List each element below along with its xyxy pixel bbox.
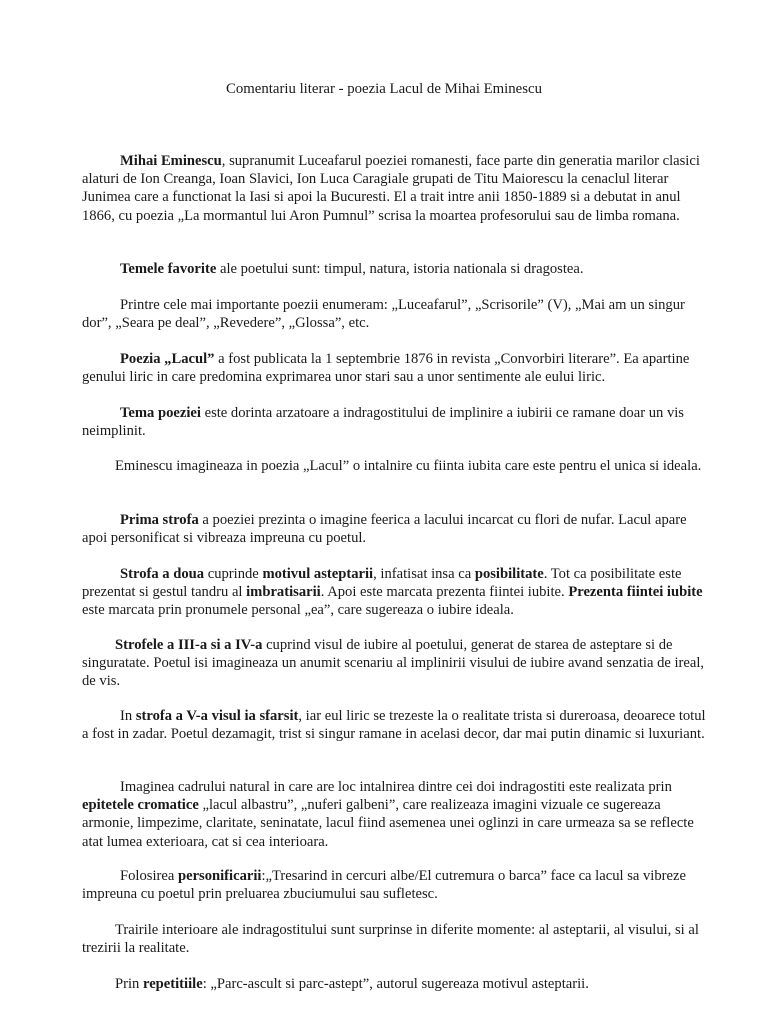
body-text: Imaginea cadrului natural in care are loc intalnirea dintre cei doi indragostiti este realizata prin bbox=[120, 779, 672, 795]
bold-text: posibilitate bbox=[474, 566, 544, 582]
paragraph-repetitii bbox=[82, 975, 710, 993]
paragraph-tema bbox=[82, 404, 710, 440]
paragraph-teme bbox=[82, 260, 710, 278]
body-text: cuprinde bbox=[204, 566, 263, 582]
body-text: a poeziei prezinta o imagine feerica a lacului incarcat cu flori de nufar. Lacul apare apoi personificat si vibreaza impreuna cu poetul. bbox=[82, 512, 687, 547]
body-text: In bbox=[120, 708, 136, 724]
body-text: Printre cele mai importante poezii enumeram: „Luceafarul”, „Scrisorile” (V), „Mai am un singur dor”, „Seara pe deal”, „Revedere”, „Glossa”, etc. bbox=[82, 297, 685, 332]
bold-text: epitetele cromatice bbox=[82, 797, 199, 814]
bold-text: repetitiile bbox=[142, 976, 203, 992]
body-text: , infatisat insa ca bbox=[373, 566, 475, 582]
bold-text: Prima strofa bbox=[120, 512, 199, 528]
body-text: , iar eul liric se trezeste la o realitate trista si dureroasa, deoarece totul a fost in zadar. Poetul dezamagit, trist si singur ramane in acelasi decor, dar mai putin dinamic si luxuriant. bbox=[82, 708, 706, 743]
body-text: ale poetului sunt: timpul, natura, istoria nationala si dragostea. bbox=[216, 261, 584, 277]
body-text: Eminescu imagineaza in poezia „Lacul” o intalnire cu fiinta iubita care este pentru el unica si ideala. bbox=[115, 458, 702, 474]
paragraph-poezia-lacul bbox=[82, 350, 710, 386]
bold-text: strofa a V-a visul ia sfarsit bbox=[135, 708, 299, 724]
bold-text: Prezenta fiintei iubite bbox=[568, 584, 703, 601]
paragraph-strofa-doua bbox=[82, 565, 710, 620]
bold-text: motivul asteptarii bbox=[262, 566, 374, 582]
bold-text: imbratisarii bbox=[246, 584, 321, 601]
body-text: : „Parc-ascult si parc-astept”, autorul sugereaza motivul asteptarii. bbox=[202, 976, 589, 992]
paragraph-strofa-5 bbox=[82, 707, 710, 743]
body-text: Trairile interioare ale indragostitului sunt surprinse in diferite momente: al asteptarii, al visului, si al trezirii la realitate. bbox=[82, 922, 699, 957]
paragraph-epitete bbox=[82, 778, 710, 851]
bold-text: Tema poeziei bbox=[120, 405, 201, 421]
paragraph-prima-strofa bbox=[82, 511, 710, 547]
paragraph-intalnire bbox=[82, 457, 710, 475]
paragraph-poezii bbox=[82, 296, 710, 332]
body-text: . Tot ca posibilitate este prezentat si gestul tandru al bbox=[82, 566, 682, 601]
body-text: „lacul albastru”, „nuferi galbeni”, care realizeaza imagini vizuale ce sugereaza armonie, limpezime, claritate, seninatate, lacul fiind asemenea unei oglinzi in care urmeaza sa se reflecte atat lumea exterioara, cat si cea interioara. bbox=[82, 797, 694, 850]
bold-text: Poezia „Lacul” bbox=[120, 351, 215, 367]
paragraph-intro bbox=[82, 152, 710, 225]
body-text: :„Tresarind in cercuri albe/El cutremura o barca” face ca lacul sa vibreze impreuna cu poetul prin preluarea zbuciumului sau sufletesc. bbox=[82, 868, 686, 903]
body-text: Prin bbox=[115, 976, 143, 992]
body-text: cuprind visul de iubire al poetului, generat de starea de asteptare si de singuratate. Poetul isi imagineaza un anumit scenariu al implinirii visului de iubire avand senzatia de ireal, de vis. bbox=[82, 637, 705, 690]
body-text: este dorinta arzatoare a indragostitului de implinire a iubirii ce ramane doar un vis neimplinit. bbox=[82, 405, 684, 440]
body-text: , supranumit Luceafarul poeziei romanesti, face parte din generatia marilor clasici alaturi de Ion Creanga, Ioan Slavici, Ion Luca Caragiale grupati de Titu Maiorescu la cenaclul literar Junimea care a functionat la Iasi si apoi la Bucuresti. El a trait intre anii 1850-1889 si a debutat in anul 1866, cu poezia „La mormantul lui Aron Pumnul” scrisa la moartea profesorului sau de limba romana. bbox=[82, 153, 700, 224]
paragraph-trairi bbox=[82, 921, 710, 957]
body-text: a fost publicata la 1 septembrie 1876 in revista „Convorbiri literare”. Ea apartine genului liric in care predomina exprimarea unor stari sau a unor sentimente ale eului liric. bbox=[82, 351, 690, 386]
bold-text: Strofa a doua bbox=[120, 566, 205, 582]
bold-text: Mihai Eminescu bbox=[120, 153, 222, 169]
bold-text: Strofele a III-a si a IV-a bbox=[115, 637, 263, 653]
body-text: este marcata prin pronumele personal „ea”, care sugereaza o iubire ideala. bbox=[82, 602, 514, 619]
body-text: . Apoi este marcata prezenta fiintei iubite. bbox=[320, 584, 569, 601]
body-text: Folosirea bbox=[120, 868, 178, 884]
paragraph-strofele-3-4 bbox=[82, 636, 710, 691]
bold-text: Temele favorite bbox=[120, 261, 217, 277]
bold-text: personificarii bbox=[177, 868, 262, 884]
document-title: Comentariu literar - poezia Lacul de Mihai Eminescu bbox=[226, 81, 542, 97]
paragraph-personificare bbox=[82, 867, 710, 903]
